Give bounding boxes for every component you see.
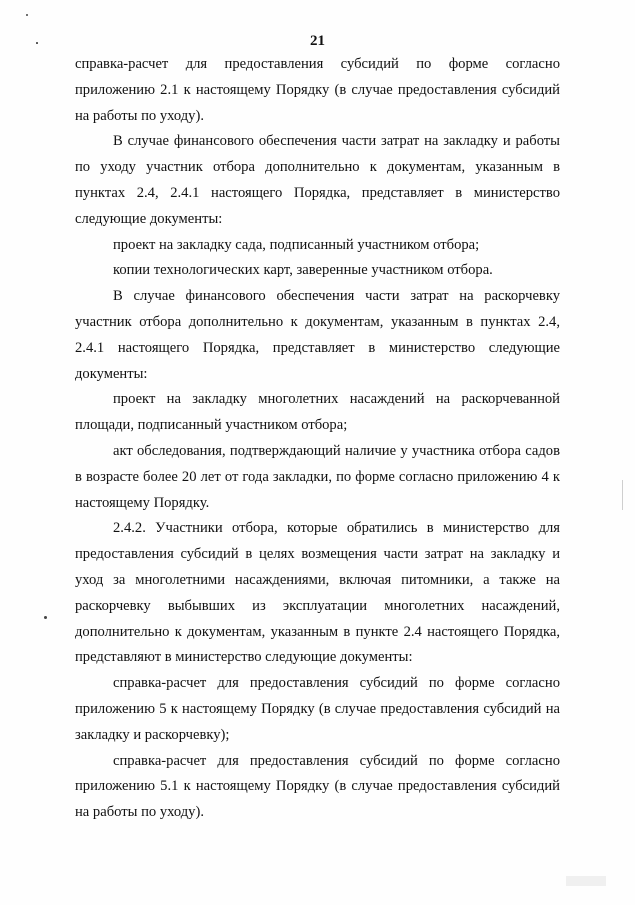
paragraph-7: акт обследования, подтверждающий наличие у участника отбора садов в возрасте более 20 лет от года закладки, по форме согласно приложению 4 к настоящему Порядку. xyxy=(75,442,560,511)
paragraph-8: 2.4.2. Участники отбора, которые обратились в министерство для предоставления субсидий в целях возмещения части затрат на закладку и уход за многолетними насаждениями, включая питомники, а также на раскорчевку выбывших из эксплуатации многолетних насаждений, дополнительно к документам, указанным в пункте 2.4 настоящего Порядка, представляют в министерство следующие документы: xyxy=(75,520,560,666)
page-number: 21 xyxy=(310,33,325,49)
paragraph-1: справка-расчет для предоставления субсидий по форме согласно приложению 2.1 к настоящему Порядку (в случае предоставления субсидий на работы по уходу). xyxy=(75,56,560,124)
paragraph-9: справка-расчет для предоставления субсидий по форме согласно приложению 5 к настоящему Порядку (в случае предоставления субсидий на закладку и раскорчевку); xyxy=(75,675,560,743)
paragraph-4: копии технологических карт, заверенные участником отбора. xyxy=(113,262,493,279)
paragraph-3: проект на закладку сада, подписанный участником отбора; xyxy=(113,236,480,253)
scan-edge-mark xyxy=(566,876,606,886)
scan-speck xyxy=(44,616,47,619)
paragraph-2: В случае финансового обеспечения части затрат на закладку и работы по уходу участник отбора дополнительно к документам, указанным в пунктах 2.4, 2.4.1 настоящего Порядка, представляет в министерство следующие документы: xyxy=(75,133,560,227)
scan-speck xyxy=(36,42,38,44)
paragraph-10: справка-расчет для предоставления субсидий по форме согласно приложению 5.1 к настоящему Порядку (в случае предоставления субсидий на работы по уходу). xyxy=(75,752,560,821)
paragraph-5: В случае финансового обеспечения части затрат на раскорчевку участник отбора дополнительно к документам, указанным в пунктах 2.4, 2.4.1 настоящего Порядка, представляет в министерство следующие документы: xyxy=(75,288,560,382)
scan-speck xyxy=(26,14,28,16)
scan-edge-mark xyxy=(622,480,623,510)
document-body xyxy=(75,52,560,826)
paragraph-6: проект на закладку многолетних насаждений на раскорчеванной площади, подписанный участником отбора; xyxy=(75,391,560,434)
